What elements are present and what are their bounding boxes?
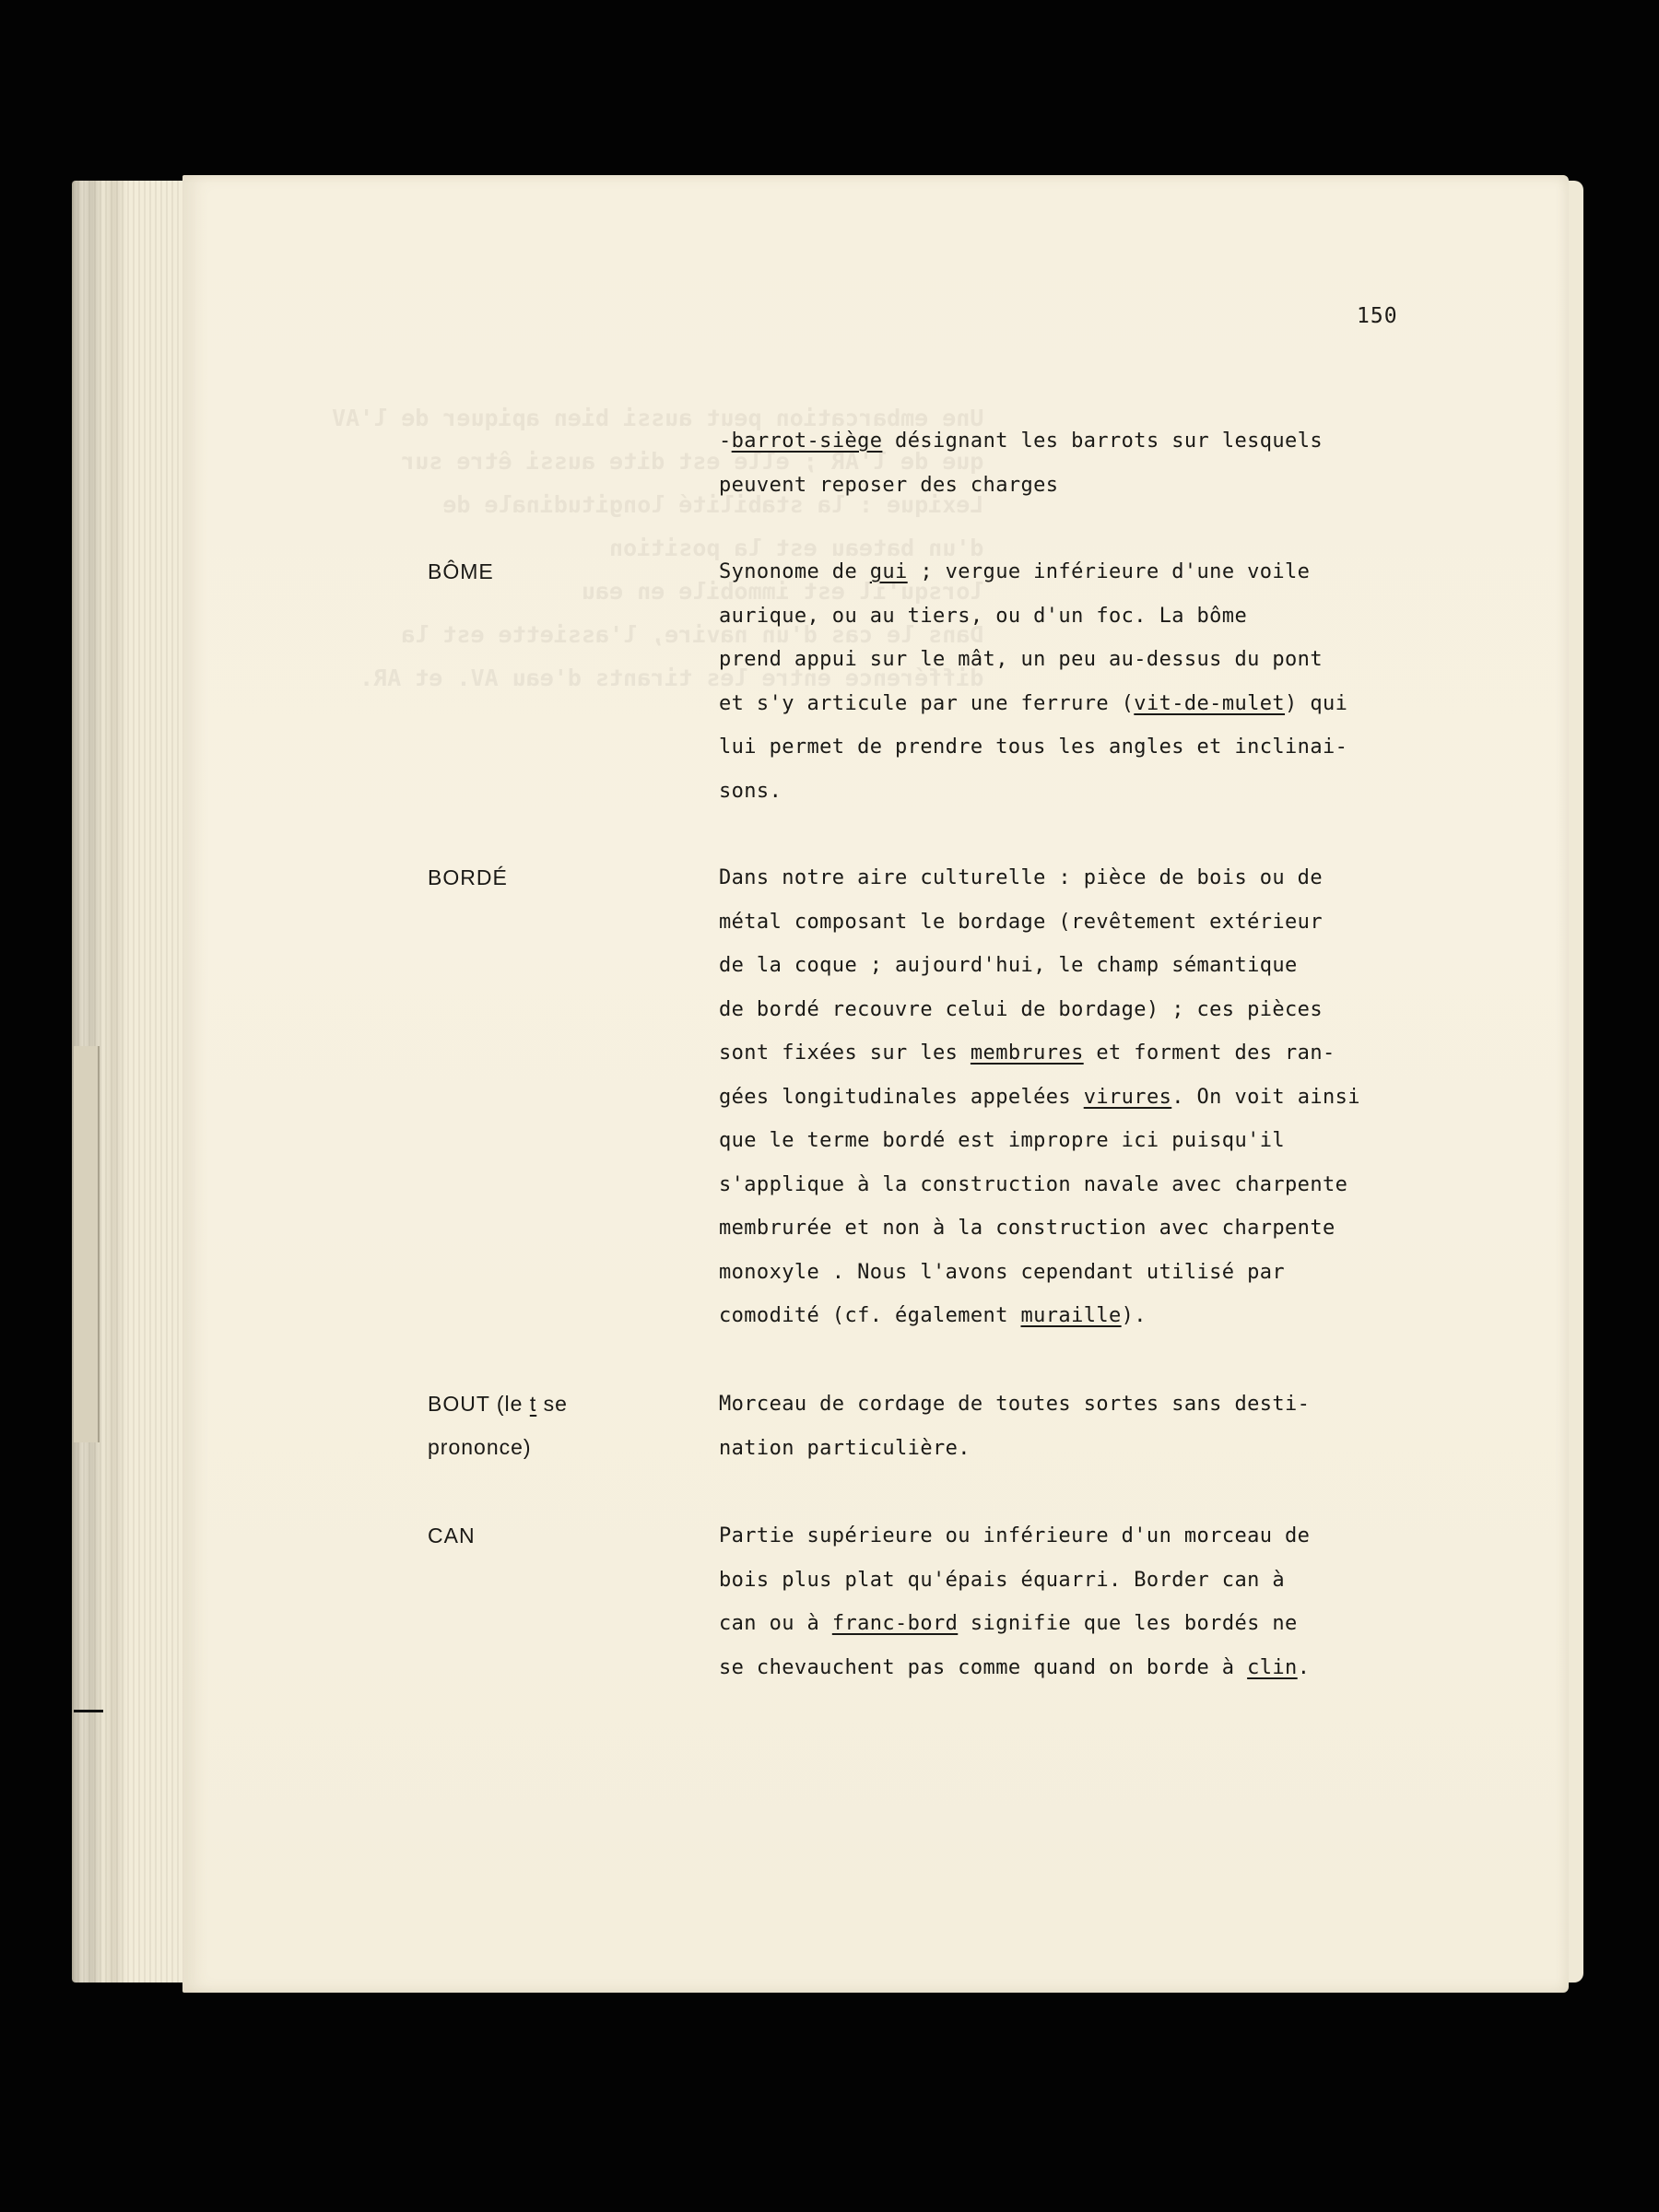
- bleed-through-line: que de l'AR ; elle est dite aussi être sur: [401, 448, 984, 475]
- text-segment: comodité (cf. également: [719, 1304, 1021, 1327]
- glossary-definition: [719, 550, 1456, 813]
- cross-reference-term: barrot-siège: [731, 429, 883, 453]
- definition-line: [719, 1427, 1456, 1471]
- cross-reference-term: virures: [1083, 1085, 1172, 1109]
- glossary-definition: [719, 1382, 1456, 1470]
- glossary-definition: [719, 1514, 1456, 1689]
- cross-reference-term: muraille: [1020, 1304, 1122, 1327]
- page-number: 150: [1357, 304, 1398, 328]
- text-segment: et forment des ran-: [1083, 1041, 1335, 1065]
- glossary-term: [428, 1382, 568, 1469]
- bleed-through-line: lorsqu'il est immobile en eau: [581, 578, 984, 605]
- glossary-term: [428, 1514, 476, 1558]
- term-line: BORDÉ: [428, 865, 508, 889]
- text-segment: que le terme bordé est impropre ici puisqu'il: [719, 1129, 1286, 1152]
- term-line: [428, 1426, 568, 1469]
- definition-line: [719, 1163, 1456, 1207]
- definition-line: [719, 900, 1456, 945]
- definition-line: [719, 1294, 1456, 1338]
- bleed-through-line: d'un bateau est la position: [609, 535, 984, 561]
- definition-line: [719, 1382, 1456, 1427]
- cross-reference-term: franc-bord: [831, 1612, 959, 1635]
- definition-line: [719, 944, 1456, 988]
- text-segment: Synonome de: [719, 560, 870, 583]
- glossary-definition: [719, 419, 1456, 507]
- text-segment: .: [1297, 1655, 1311, 1679]
- cross-reference-term: vit-de-mulet: [1134, 691, 1286, 715]
- definition-line: [719, 1646, 1456, 1690]
- text-segment: bois plus plat qu'épais équarri. Border can à: [719, 1568, 1286, 1592]
- text-segment: Morceau de cordage de toutes sortes sans desti-: [719, 1393, 1311, 1416]
- term-line: [428, 1382, 568, 1426]
- definition-line: [719, 464, 1456, 508]
- definition-line: [719, 1206, 1456, 1251]
- text-segment: ) qui: [1285, 691, 1348, 715]
- text-segment: et s'y articule par une ferrure (: [719, 691, 1135, 715]
- text-segment: can ou à: [719, 1612, 832, 1635]
- definition-line: [719, 550, 1456, 594]
- text-segment: prend appui sur le mât, un peu au-dessus du pont: [719, 648, 1323, 671]
- term-line: CAN: [428, 1524, 476, 1547]
- text-segment: BOUT (le: [428, 1392, 530, 1416]
- text-segment: se chevauchent pas comme quand on borde à: [719, 1655, 1248, 1679]
- definition-line: [719, 1251, 1456, 1295]
- text-segment: métal composant le bordage (revêtement extérieur: [719, 910, 1323, 934]
- text-segment: de bordé recouvre celui de bordage) ; ces pièces: [719, 997, 1323, 1021]
- definition-line: [719, 770, 1456, 814]
- definition-line: [719, 638, 1456, 682]
- page-tab-strip: [74, 1046, 100, 1442]
- text-segment: signifie que les bordés ne: [958, 1612, 1298, 1635]
- bleed-through-line: Lexique : la stabilité longitudinale de: [442, 491, 984, 518]
- definition-line: [719, 1514, 1456, 1559]
- term-line: BÔME: [428, 559, 494, 583]
- text-segment: . On voit ainsi: [1171, 1085, 1360, 1109]
- definition-line: [719, 1031, 1456, 1076]
- definition-line: [719, 856, 1456, 900]
- text-segment: sont fixées sur les: [719, 1041, 971, 1065]
- text-segment: ).: [1121, 1304, 1147, 1327]
- definition-line: [719, 1076, 1456, 1120]
- glossary-term: [428, 856, 508, 900]
- text-segment: se: [536, 1392, 568, 1416]
- text-segment: sons.: [719, 779, 782, 803]
- definition-line: [719, 594, 1456, 639]
- text-segment: de la coque ; aujourd'hui, le champ sémantique: [719, 954, 1298, 977]
- cross-reference-term: clin: [1247, 1655, 1298, 1679]
- text-segment: Partie supérieure ou inférieure d'un morceau de: [719, 1524, 1311, 1547]
- definition-line: [719, 1602, 1456, 1646]
- text-segment: membrurée et non à la construction avec charpente: [719, 1217, 1335, 1240]
- cross-reference-term: membrures: [970, 1041, 1084, 1065]
- definition-line: [719, 725, 1456, 770]
- text-segment: peuvent reposer des charges: [719, 473, 1059, 497]
- margin-mark: [74, 1710, 103, 1712]
- text-segment: gées longitudinales appelées: [719, 1085, 1084, 1109]
- definition-line: [719, 419, 1456, 464]
- bleed-through-line: différence entre les tirants d'eau AV. et AR.: [359, 665, 984, 691]
- glossary-definition: [719, 856, 1456, 1338]
- text-segment: Dans notre aire culturelle : pièce de bois ou de: [719, 866, 1323, 889]
- glossary-term: [428, 550, 494, 594]
- cross-reference-term: t: [529, 1392, 537, 1416]
- cross-reference-term: gui: [869, 560, 908, 583]
- text-segment: monoxyle . Nous l'avons cependant utilisé par: [719, 1260, 1286, 1284]
- definition-line: [719, 1559, 1456, 1603]
- text-segment: -: [719, 429, 732, 453]
- definition-line: [719, 1119, 1456, 1163]
- text-segment: nation particulière.: [719, 1436, 971, 1460]
- bleed-through-line: Dans le cas d'un navire, l'assiette est la: [401, 621, 984, 648]
- text-segment: prononce): [428, 1435, 532, 1459]
- definition-line: [719, 988, 1456, 1032]
- text-segment: lui permet de prendre tous les angles et inclinai-: [719, 735, 1348, 759]
- text-segment: désignant les barrots sur lesquels: [882, 429, 1323, 453]
- text-segment: s'applique à la construction navale avec charpente: [719, 1172, 1348, 1196]
- bleed-through-line: Une embarcation peut aussi bien apiquer de l'AV: [332, 405, 984, 431]
- text-segment: aurique, ou au tiers, ou d'un foc. La bôme: [719, 604, 1248, 628]
- definition-line: [719, 682, 1456, 726]
- text-segment: ; vergue inférieure d'une voile: [907, 560, 1311, 583]
